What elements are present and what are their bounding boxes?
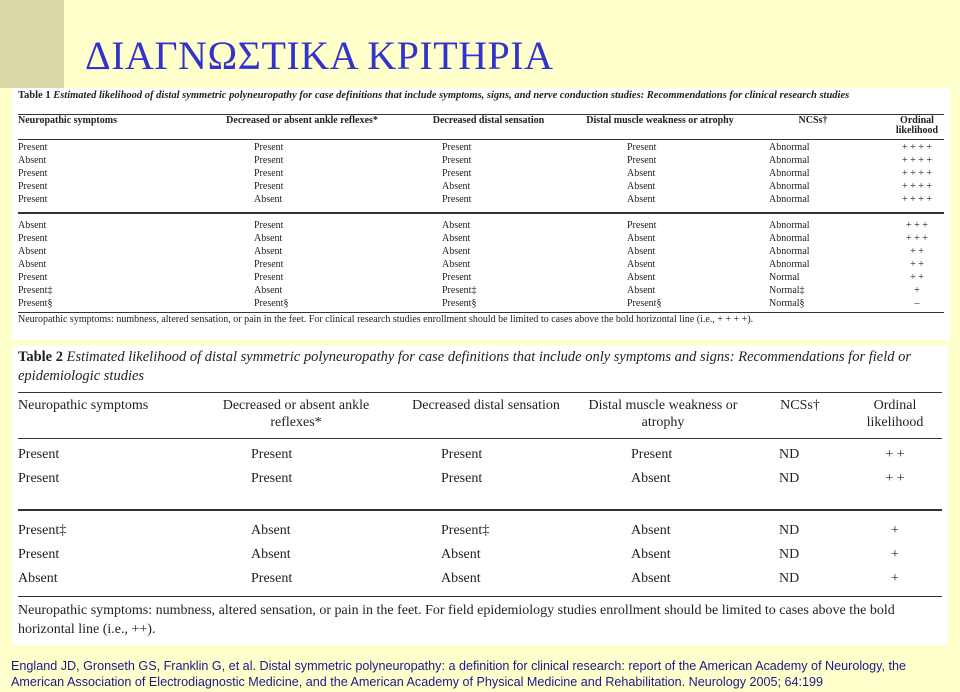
cell-reflexes: Absent [251, 523, 291, 538]
cell-weakness: Absent [631, 547, 671, 562]
cell-likelihood: + + [910, 246, 924, 257]
cell-symptoms: Absent [18, 259, 47, 270]
cell-reflexes: Present [254, 181, 284, 192]
table-row [18, 271, 944, 284]
cell-sensation: Absent [442, 233, 471, 244]
cell-weakness: Present§ [627, 298, 662, 309]
cell-sensation: Absent [442, 181, 471, 192]
cell-weakness: Present [627, 220, 657, 231]
cell-ncs: Abnormal [769, 181, 810, 192]
cell-symptoms: Present‡ [18, 523, 67, 538]
cell-weakness: Absent [627, 285, 656, 296]
cell-weakness: Absent [627, 272, 656, 283]
cell-likelihood: + + + + [901, 181, 933, 192]
table-row [18, 443, 942, 467]
cell-ncs: Abnormal [769, 233, 810, 244]
table-1-footnote: Neuropathic symptoms: numbness, altered sensation, or pain in the feet. For clinical research studies enrollment should be limited to cases above the bold horizontal line (i.e., + + + +). [18, 314, 754, 325]
table-2-header-row [18, 397, 942, 433]
cell-ncs: Abnormal [769, 259, 810, 270]
cell-likelihood: – [914, 298, 920, 309]
table-2-footnote: Neuropathic symptoms: numbness, altered sensation, or pain in the feet. For field epidemiology studies enrollment should be limited to cases above the bold horizontal line (i.e., ++). [18, 603, 895, 637]
table-row [18, 232, 944, 245]
cell-ncs: Normal‡ [769, 285, 805, 296]
cell-likelihood: + [891, 547, 899, 562]
cell-reflexes: Absent [254, 285, 283, 296]
cell-likelihood: + [891, 523, 899, 538]
cell-sensation: Present [442, 142, 472, 153]
t2-header-symptoms: Neuropathic symptoms [18, 398, 149, 413]
table-1-bold-rule [18, 212, 944, 214]
t2-header-reflexes: Decreased or absent ankle reflexes* [222, 398, 370, 430]
table-1-bottom-rule [18, 312, 944, 313]
cell-likelihood: + [891, 571, 899, 586]
cell-reflexes: Present [254, 259, 284, 270]
cell-sensation: Absent [442, 246, 471, 257]
t2-header-ncs: NCSs† [780, 398, 820, 413]
table-1-header-row [18, 116, 944, 140]
cell-sensation: Present [441, 447, 483, 462]
cell-sensation: Absent [441, 571, 481, 586]
table-1-image [12, 88, 950, 340]
cell-likelihood: + + [910, 259, 924, 270]
cell-likelihood: + + + + [901, 194, 933, 205]
cell-symptoms: Present§ [18, 298, 53, 309]
slide-title: ΔΙΑΓΝΩΣΤΙΚΑ ΚΡΙΤΗΡΙΑ [85, 33, 554, 78]
citation-reference: England JD, Gronseth GS, Franklin G, et al. Distal symmetric polyneuropathy: a definition for clinical research: report of the American Academy of Neurology, the American Association of Electrodiagnostic Medicine, and the American Academy of Physical Medicine and Rehabilitation. Neurology 2005; 64:199 [11, 659, 907, 689]
cell-weakness: Absent [627, 259, 656, 270]
cell-symptoms: Absent [18, 155, 47, 166]
cell-reflexes: Present [251, 447, 293, 462]
table-row [18, 154, 944, 167]
table-2-caption: Table 2 Estimated likelihood of distal symmetric polyneuropathy for case definitions that include only symptoms and signs: Recommendations for field or epidemiologic studies [18, 349, 912, 384]
cell-likelihood: + + + + [901, 142, 933, 153]
cell-ncs: Normal§ [769, 298, 805, 309]
table-row [18, 245, 944, 258]
table-2-image [12, 345, 948, 645]
t1-header-reflexes: Decreased or absent ankle reflexes* [226, 115, 378, 126]
cell-weakness: Absent [631, 523, 671, 538]
table-row [18, 193, 944, 206]
t1-header-likelihood: Ordinal likelihood [895, 115, 939, 136]
cell-likelihood: + + + + [901, 155, 933, 166]
cell-weakness: Absent [627, 181, 656, 192]
cell-symptoms: Present [18, 272, 48, 283]
cell-ncs: ND [779, 447, 800, 462]
table-row [18, 297, 944, 310]
t2-header-likelihood: Ordinal likelihood [866, 398, 924, 430]
cell-ncs: ND [779, 571, 800, 586]
cell-reflexes: Absent [254, 246, 283, 257]
cell-weakness: Absent [627, 194, 656, 205]
table-row [18, 567, 942, 591]
table-row [18, 543, 942, 567]
cell-likelihood: + + + [906, 233, 928, 244]
cell-symptoms: Present [18, 181, 48, 192]
cell-reflexes: Present [254, 272, 284, 283]
table-row [18, 180, 944, 193]
cell-reflexes: Present [251, 571, 293, 586]
cell-weakness: Present [627, 142, 657, 153]
cell-ncs: ND [779, 471, 800, 486]
t1-header-sensation: Decreased distal sensation [432, 115, 545, 126]
table-2-header-rule [18, 438, 942, 439]
cell-sensation: Absent [441, 547, 481, 562]
t1-header-weakness: Distal muscle weakness or atrophy [586, 115, 734, 126]
table-row [18, 141, 944, 154]
cell-likelihood: + + [885, 447, 905, 462]
cell-symptoms: Present‡ [18, 285, 53, 296]
cell-reflexes: Present [254, 220, 284, 231]
cell-weakness: Absent [631, 571, 671, 586]
cell-sensation: Absent [442, 220, 471, 231]
cell-symptoms: Present [18, 471, 60, 486]
cell-weakness: Present [627, 155, 657, 166]
cell-reflexes: Present [254, 142, 284, 153]
cell-reflexes: Present [251, 471, 293, 486]
table-row [18, 167, 944, 180]
table-row [18, 519, 942, 543]
cell-ncs: ND [779, 547, 800, 562]
cell-sensation: Present‡ [441, 523, 490, 538]
table-row [18, 219, 944, 232]
cell-ncs: ND [779, 523, 800, 538]
cell-symptoms: Absent [18, 571, 58, 586]
cell-symptoms: Absent [18, 220, 47, 231]
table-row [18, 284, 944, 297]
cell-symptoms: Present [18, 447, 60, 462]
cell-symptoms: Present [18, 547, 60, 562]
cell-sensation: Present [442, 194, 472, 205]
cell-symptoms: Present [18, 194, 48, 205]
table-1-header-rule [18, 139, 944, 140]
cell-ncs: Normal [769, 272, 800, 283]
cell-likelihood: + + [910, 272, 924, 283]
cell-reflexes: Present [254, 168, 284, 179]
cell-likelihood: + + + + [901, 168, 933, 179]
cell-likelihood: + [914, 285, 920, 296]
table-2-top-rule [18, 392, 942, 393]
cell-weakness: Absent [631, 471, 671, 486]
cell-ncs: Abnormal [769, 142, 810, 153]
cell-likelihood: + + [885, 471, 905, 486]
cell-weakness: Absent [627, 168, 656, 179]
cell-symptoms: Present [18, 233, 48, 244]
table-row [18, 258, 944, 271]
t1-header-symptoms: Neuropathic symptoms [18, 115, 117, 126]
table-row [18, 467, 942, 491]
cell-reflexes: Present§ [254, 298, 289, 309]
t2-header-sensation: Decreased distal sensation [412, 398, 560, 413]
cell-weakness: Present [631, 447, 673, 462]
table-1-caption: Table 1 Estimated likelihood of distal symmetric polyneuropathy for case definitions that include symptoms, signs, and nerve conduction studies: Recommendations for clinical research studies [18, 90, 850, 101]
cell-sensation: Present‡ [442, 285, 477, 296]
cell-ncs: Abnormal [769, 194, 810, 205]
table-2-bold-rule [18, 509, 942, 511]
cell-symptoms: Present [18, 168, 48, 179]
cell-sensation: Present [442, 272, 472, 283]
cell-ncs: Abnormal [769, 168, 810, 179]
cell-sensation: Absent [442, 259, 471, 270]
cell-symptoms: Absent [18, 246, 47, 257]
cell-weakness: Absent [627, 233, 656, 244]
cell-sensation: Present [441, 471, 483, 486]
table-2-bottom-rule [18, 596, 942, 597]
cell-symptoms: Present [18, 142, 48, 153]
cell-reflexes: Absent [254, 194, 283, 205]
cell-ncs: Abnormal [769, 155, 810, 166]
cell-reflexes: Absent [251, 547, 291, 562]
cell-weakness: Absent [627, 246, 656, 257]
cell-reflexes: Absent [254, 233, 283, 244]
cell-ncs: Abnormal [769, 246, 810, 257]
cell-likelihood: + + + [906, 220, 928, 231]
cell-reflexes: Present [254, 155, 284, 166]
cell-sensation: Present§ [442, 298, 477, 309]
cell-ncs: Abnormal [769, 220, 810, 231]
cell-sensation: Present [442, 155, 472, 166]
slide-corner-accent [0, 0, 64, 88]
cell-sensation: Present [442, 168, 472, 179]
t2-header-weakness: Distal muscle weakness or atrophy [588, 398, 738, 430]
t1-header-ncs: NCSs† [798, 115, 828, 126]
